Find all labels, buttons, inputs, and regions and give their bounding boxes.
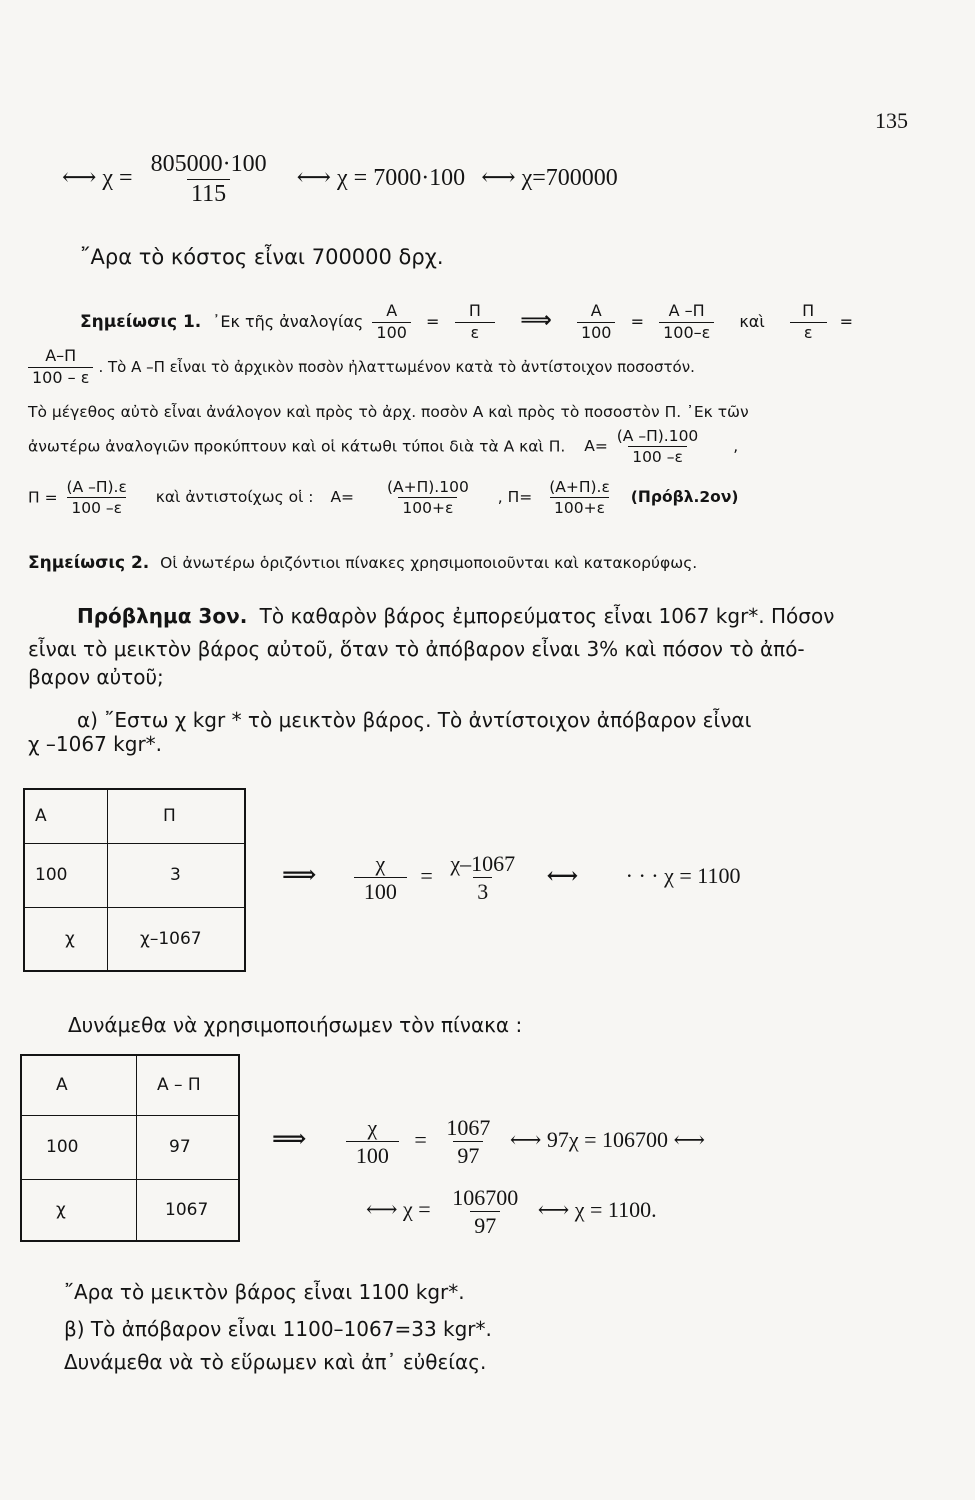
eq1-arrow: ⟹ <box>282 862 317 889</box>
note1-text-a: ᾿Εκ τῆς ἀναλογίας <box>212 311 364 331</box>
note2 <box>28 553 697 573</box>
problem-line3: βαρον αὐτοῦ; <box>28 665 164 689</box>
note1-f1-den: 100 <box>372 322 411 342</box>
note1-fa-num: (Α –Π).100 <box>616 427 699 445</box>
eq2 <box>272 1116 705 1167</box>
problem-a-line2: χ –1067 kgr*. <box>28 732 163 756</box>
note1-line2-text: . Τὸ Α –Π εἶναι τὸ ἀρχικὸν ποσὸν ἠλαττωμένον κατὰ τὸ ἀντίστοιχον ποσοστόν. <box>98 357 695 376</box>
page-number: 135 <box>875 108 908 133</box>
eq3-tail: ⟷ χ = 1100. <box>537 1196 657 1222</box>
table1-row <box>24 843 245 907</box>
note1-line4 <box>28 428 738 466</box>
note1-ref: (Πρόβλ.2ον) <box>630 488 739 507</box>
table1-cell: 100 <box>24 843 108 907</box>
table2 <box>20 1054 240 1242</box>
note1-arrow: ⟹ <box>520 307 552 333</box>
note1-fp-num: (Α –Π).ε <box>66 478 127 496</box>
table1-cell: χ–1067 <box>108 907 246 971</box>
problem-title: Πρόβλημα 3ον. <box>77 604 248 628</box>
eq3 <box>366 1186 657 1237</box>
note1-A2-eq: Α= <box>330 488 355 507</box>
table2-header-ap: Α – Π <box>137 1055 240 1115</box>
note1-f1-num: Α <box>386 301 398 320</box>
eq1 <box>282 852 740 903</box>
note1-f6-num: Α–Π <box>45 346 77 365</box>
note2-text: Οἱ ἀνωτέρω ὁριζόντιοι πίνακες χρησιμοποιοῦνται καὶ κατακορύφως. <box>160 554 698 572</box>
note1-line2 <box>28 348 695 387</box>
eq2-arrow: ⟹ <box>272 1126 307 1153</box>
table2-header-a: Α <box>21 1055 137 1115</box>
note1-fp-den: 100 –ε <box>67 497 126 516</box>
table1-header-a: Α <box>24 789 108 843</box>
top-eq-step: ⟷ χ = 7000·100 <box>296 165 466 192</box>
cost-line: ῎Αρα τὸ κόστος εἶναι 700000 δρχ. <box>80 245 444 269</box>
eq1-eq: = <box>420 862 433 888</box>
eq3-f-num: 106700 <box>452 1185 519 1210</box>
note1-comma: , <box>733 437 739 456</box>
top-eq-numerator: 805000·100 <box>150 151 267 177</box>
eq1-arrow2: ⟷ <box>546 862 579 888</box>
eq3-f-den: 97 <box>470 1211 500 1237</box>
eq1-result: · · · χ = 1100 <box>625 862 741 888</box>
note1-and-text: καὶ ἀντιστοίχως οἱ : <box>155 488 314 507</box>
table2-cell: 1067 <box>137 1179 240 1241</box>
top-eq-result: ⟷ χ=700000 <box>481 165 618 192</box>
conclusion-1: ῎Αρα τὸ μεικτὸν βάρος εἶναι 1100 kgr*. <box>64 1280 465 1304</box>
note1-f3-num: Α <box>590 301 602 320</box>
note1-fp2-den: 100+ε <box>550 497 609 516</box>
eq1-f2-num: χ–1067 <box>450 851 516 876</box>
eq2-f2-den: 97 <box>453 1141 483 1167</box>
table1-cell: χ <box>24 907 108 971</box>
note1-line3: Τὸ μέγεθος αὐτὸ εἶναι ἀνάλογον καὶ πρὸς τὸ ἀρχ. ποσὸν Α καὶ πρὸς τὸ ποσοστὸν Π. ᾿Εκ τῶν <box>28 403 749 421</box>
table2-cell: 97 <box>137 1115 240 1179</box>
eq1-f1-num: χ <box>375 851 386 876</box>
note1-f5-den: ε <box>790 322 827 342</box>
note1-kai: καὶ <box>739 311 765 331</box>
conclusion-3: Δυνάμεθα νὰ τὸ εὕρωμεν καὶ ἀπ᾿ εὐθείας. <box>64 1350 487 1374</box>
note1-label: Σημείωσις 1. <box>80 311 202 332</box>
note1-f2-den: ε <box>455 322 496 342</box>
note1-f2-num: Π <box>468 301 481 320</box>
note1-f5-num: Π <box>802 301 815 320</box>
eq1-f1-den: 100 <box>354 877 407 903</box>
table1-header-p: Π <box>108 789 246 843</box>
note1-line1: Σημείωσις 1. ᾿Εκ τῆς ἀναλογίας $\frac{A}{100}$ = $\frac{\Pi}{\varepsilon}$ ⟹ $\frac{A}{100}$ = $\frac{A -\Pi}{100-\varepsilon}$ καὶ $\frac{\Pi}{\varepsilon}$ = <box>80 301 853 342</box>
note1-fa2-den: 100+ε <box>398 497 457 516</box>
eq2-f1-num: χ <box>367 1115 378 1140</box>
note1-eq: = <box>426 311 440 331</box>
note1-f3-den: 100 <box>577 322 616 342</box>
note1-A-eq: Α= <box>584 437 608 456</box>
problem-line2: εἶναι τὸ μεικτὸν βάρος αὐτοῦ, ὅταν τὸ ἀπόβαρον εἶναι 3% καὶ πόσον τὸ ἀπό- <box>28 637 805 661</box>
problem-line1 <box>77 604 834 628</box>
table2-row <box>21 1179 239 1241</box>
note1-line4-text: ἀνωτέρω ἀναλογιῶν προκύπτουν καὶ οἱ κάτωθι τύποι διὰ τὰ Α καὶ Π. <box>28 437 566 456</box>
note1-f4-num: Α –Π <box>668 301 705 320</box>
eq2-f2-num: 1067 <box>446 1115 491 1140</box>
conclusion-2: β) Τὸ ἀπόβαρον εἶναι 1100–1067=33 kgr*. <box>64 1317 492 1341</box>
note1-fa2-num: (Α+Π).100 <box>386 478 469 496</box>
note1-f4-den: 100–ε <box>659 322 714 342</box>
problem-a-line1: α) ῎Εστω χ kgr * τὸ μεικτὸν βάρος. Τὸ ἀντίστοιχον ἀπόβαρον εἶναι <box>77 708 752 732</box>
table2-row <box>21 1115 239 1179</box>
note2-label: Σημείωσις 2. <box>28 553 150 573</box>
table1-header-row <box>24 789 245 843</box>
note1-line5 <box>28 479 738 517</box>
eq2-f1-den: 100 <box>346 1141 399 1167</box>
note1-P-eq: Π = <box>28 488 58 507</box>
top-eq-denominator: 115 <box>187 179 230 207</box>
eq2-eq: = <box>414 1126 427 1152</box>
table1-row <box>24 907 245 971</box>
table1-cell: 3 <box>108 843 246 907</box>
top-equation <box>62 152 618 207</box>
top-eq-lead: ⟷ χ = <box>62 165 133 192</box>
use-table-line: Δυνάμεθα νὰ χρησιμοποιήσωμεν τὸν πίνακα : <box>68 1013 523 1037</box>
table2-cell: χ <box>21 1179 137 1241</box>
note1-fa-den: 100 –ε <box>628 446 687 465</box>
eq3-lead: ⟷ χ = <box>366 1196 431 1222</box>
problem-text1: Τὸ καθαρὸν βάρος ἐμπορεύματος εἶναι 1067 kgr*. Πόσον <box>259 604 835 628</box>
note1-P2-eq: , Π= <box>497 488 533 507</box>
eq1-f2-den: 3 <box>473 877 492 903</box>
table2-header-row <box>21 1055 239 1115</box>
eq2-tail: ⟷ 97χ = 106700 ⟷ <box>509 1126 706 1152</box>
table2-cell: 100 <box>21 1115 137 1179</box>
note1-f6-den: 100 – ε <box>28 367 93 387</box>
table1 <box>23 788 246 972</box>
note1-fp2-num: (Α+Π).ε <box>549 478 610 496</box>
